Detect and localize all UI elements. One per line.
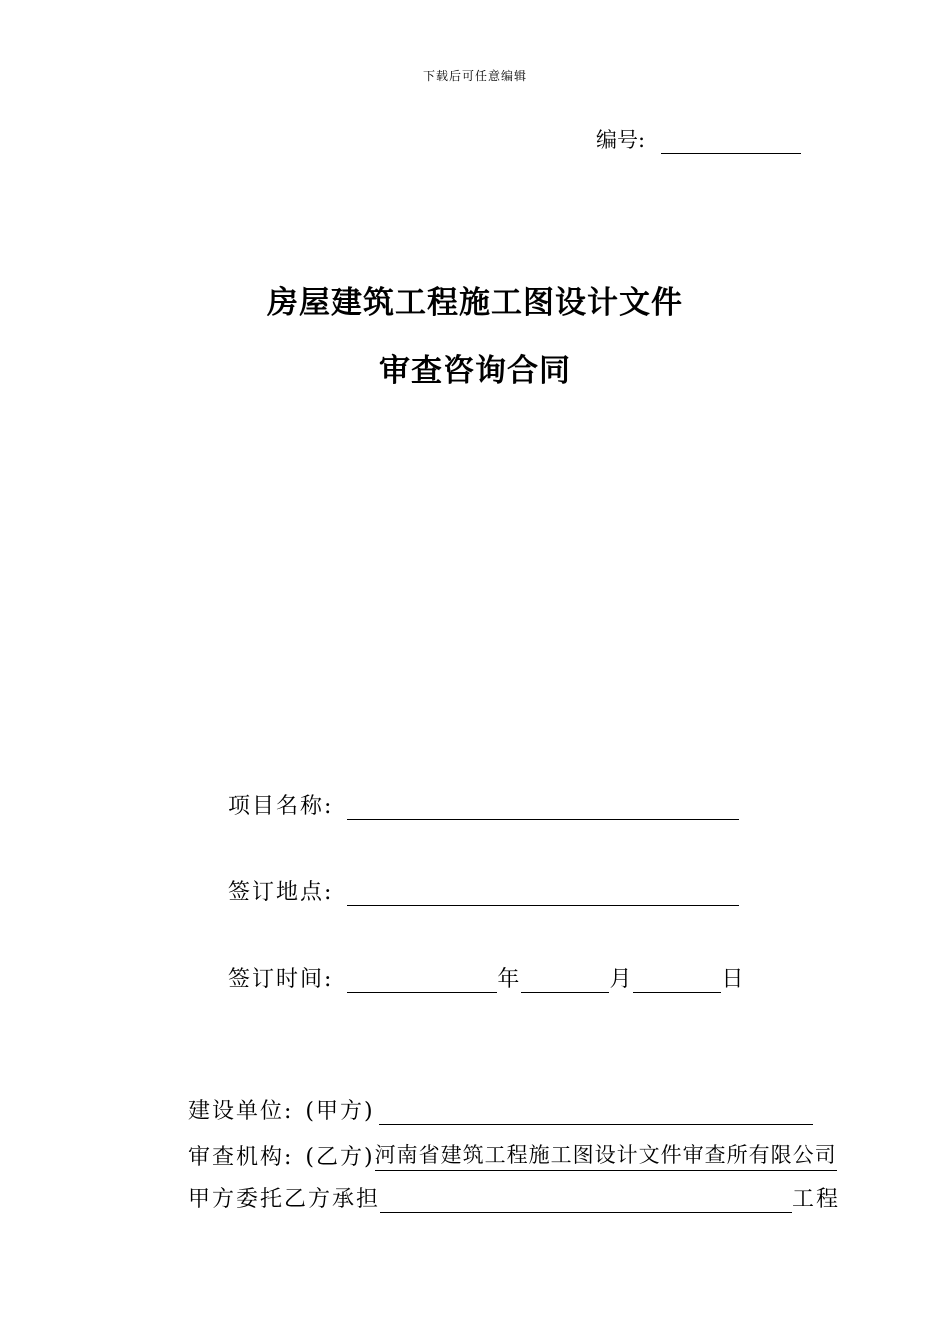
document-number [596, 124, 801, 154]
day-label: 日 [721, 967, 746, 992]
party-a-blank[interactable] [379, 1102, 813, 1125]
commission-row [188, 1182, 840, 1213]
project-name-field [228, 789, 739, 820]
sign-time-label: 签订时间: [228, 967, 334, 992]
party-a-label: 建设单位: [188, 1099, 294, 1124]
sign-place-blank[interactable] [347, 883, 739, 906]
sign-month-blank[interactable] [521, 970, 609, 993]
document-title-line1: 房屋建筑工程施工图设计文件 [267, 285, 683, 321]
sign-year-blank[interactable] [347, 970, 497, 993]
commission-suffix: 工程 [792, 1187, 841, 1212]
document-number-blank[interactable] [661, 131, 801, 154]
header-note: 下载后可任意编辑 [422, 69, 527, 83]
commission-prefix: 甲方委托乙方承担 [188, 1187, 381, 1212]
sign-time-field [228, 962, 745, 993]
party-b-row [188, 1139, 837, 1171]
project-name-blank[interactable] [347, 797, 739, 820]
document-number-label: 编号: [596, 128, 646, 152]
project-name-label: 项目名称: [228, 794, 334, 819]
month-label: 月 [609, 967, 634, 992]
party-a-row [188, 1094, 813, 1125]
sign-place-label: 签订地点: [228, 880, 334, 905]
party-b-role: (乙方) [305, 1145, 375, 1170]
sign-place-field [228, 875, 739, 906]
party-b-name: 河南省建筑工程施工图设计文件审查所有限公司 [375, 1139, 837, 1171]
document-title-line2: 审查咨询合同 [379, 353, 571, 389]
party-b-label: 审查机构: [188, 1145, 294, 1170]
sign-day-blank[interactable] [633, 970, 721, 993]
party-a-role: (甲方) [305, 1099, 375, 1124]
commission-project-blank[interactable] [380, 1190, 792, 1213]
year-label: 年 [497, 967, 522, 992]
